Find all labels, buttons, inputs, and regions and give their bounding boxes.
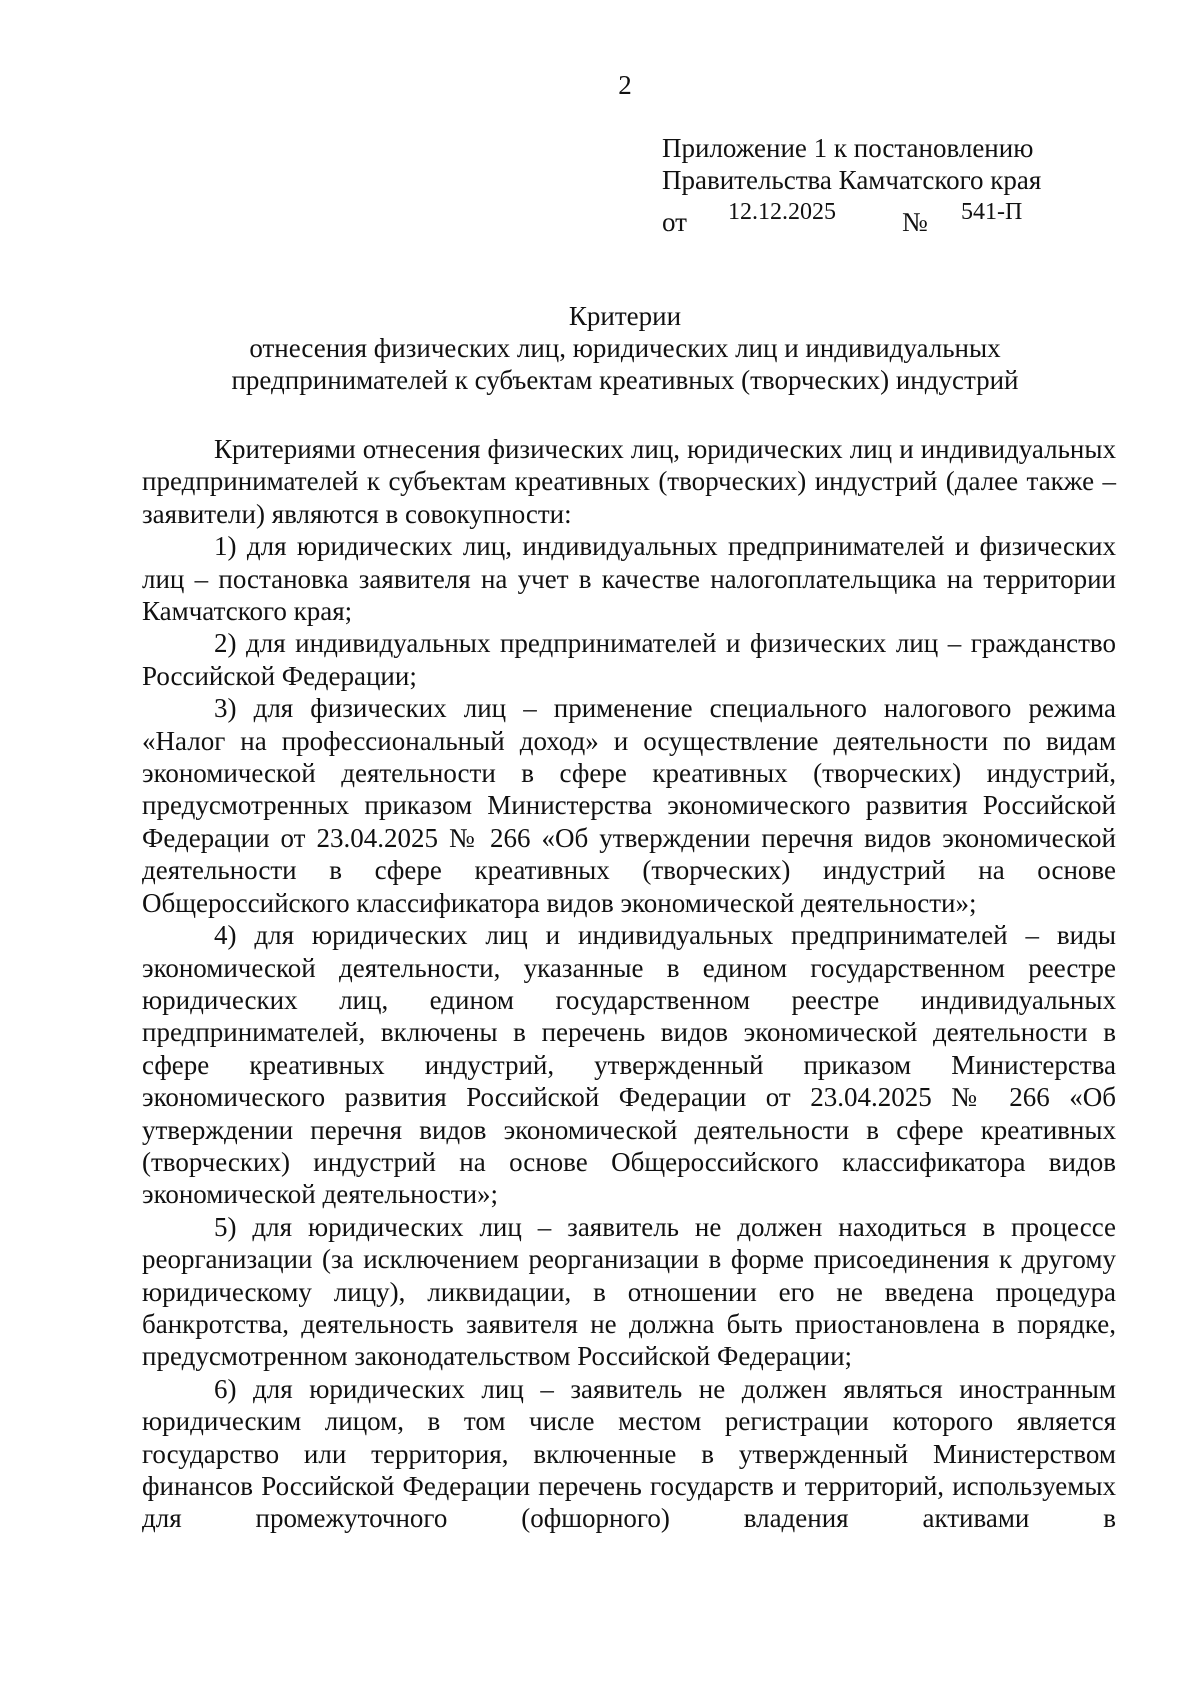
paragraph-item-5: 5) для юридических лиц – заявитель не должен находиться в процессе реорганизации (за исключением реорганизации в форме присоединения к другому юридическому лицу), ликвидации, в отношении его не введена процедура банкротства, деятельность заявителя не должна быть приостановлена в порядке, предусмотренном законодательством Российской Федерации; [142, 1211, 1116, 1372]
paragraph-item-3: 3) для физических лиц – применение специального налогового режима «Налог на профессиональный доход» и осуществление деятельности по видам экономической деятельности в сфере креативных (творческих) индустрий, предусмотренных приказом Министерства экономического развития Российской Федерации от 23.04.2025 № 266 «Об утверждении перечня видов экономической деятельности в сфере креативных (творческих) индустрий на основе Общероссийского классификатора видов экономической деятельности»; [142, 693, 1116, 918]
paragraph-item-2: 2) для индивидуальных предпринимателей и физических лиц – гражданство Российской Федерации; [142, 628, 1116, 691]
heading-subtitle-line-2: предпринимателей к субъектам креативных (творческих) индустрий [231, 365, 1019, 395]
appendix-line-1: Приложение 1 к постановлению [662, 133, 1034, 163]
appendix-header [662, 132, 1041, 240]
appendix-date-number [662, 200, 1041, 240]
document-date: 12.12.2025 [728, 199, 836, 225]
paragraph-item-1: 1) для юридических лиц, индивидуальных предпринимателей и физических лиц – постановка заявителя на учет в качестве налогоплательщика на территории Камчатского края; [142, 531, 1116, 627]
document-number: 541-П [961, 199, 1023, 225]
paragraph-item-6: 6) для юридических лиц – заявитель не должен являться иностранным юридическим лицом, в том числе местом регистрации которого является государство или территория, включенные в утвержденный Министерством финансов Российской Федерации перечень государств и территорий, используемых для промежуточного (офшорного) владения активами в [142, 1373, 1116, 1534]
heading-subtitle-line-1: отнесения физических лиц, юридических лиц и индивидуальных [249, 333, 1001, 363]
paragraph-intro: Критериями отнесения физических лиц, юридических лиц и индивидуальных предпринимателей к субъектам креативных (творческих) индустрий (далее также – заявители) являются в совокупности: [142, 434, 1116, 529]
document-heading [0, 300, 1200, 396]
page-number: 2 [618, 70, 632, 100]
paragraph-item-4: 4) для юридических лиц и индивидуальных предпринимателей – виды экономической деятельности, указанные в едином государственном реестре юридических лиц, едином государственном реестре индивидуальных предпринимателей, включены в перечень видов экономической деятельности в сфере креативных индустрий, утвержденный приказом Министерства экономического развития Российской Федерации от 23.04.2025 № 266 «Об утверждении перечня видов экономической деятельности в сфере креативных (творческих) индустрий на основе Общероссийского классификатора видов экономической деятельности»; [142, 920, 1116, 1210]
heading-title: Критерии [568, 301, 682, 331]
from-label: от [662, 207, 687, 237]
number-sign: № [902, 207, 928, 237]
document-body [142, 433, 1116, 1535]
appendix-line-2: Правительства Камчатского края [662, 165, 1042, 195]
